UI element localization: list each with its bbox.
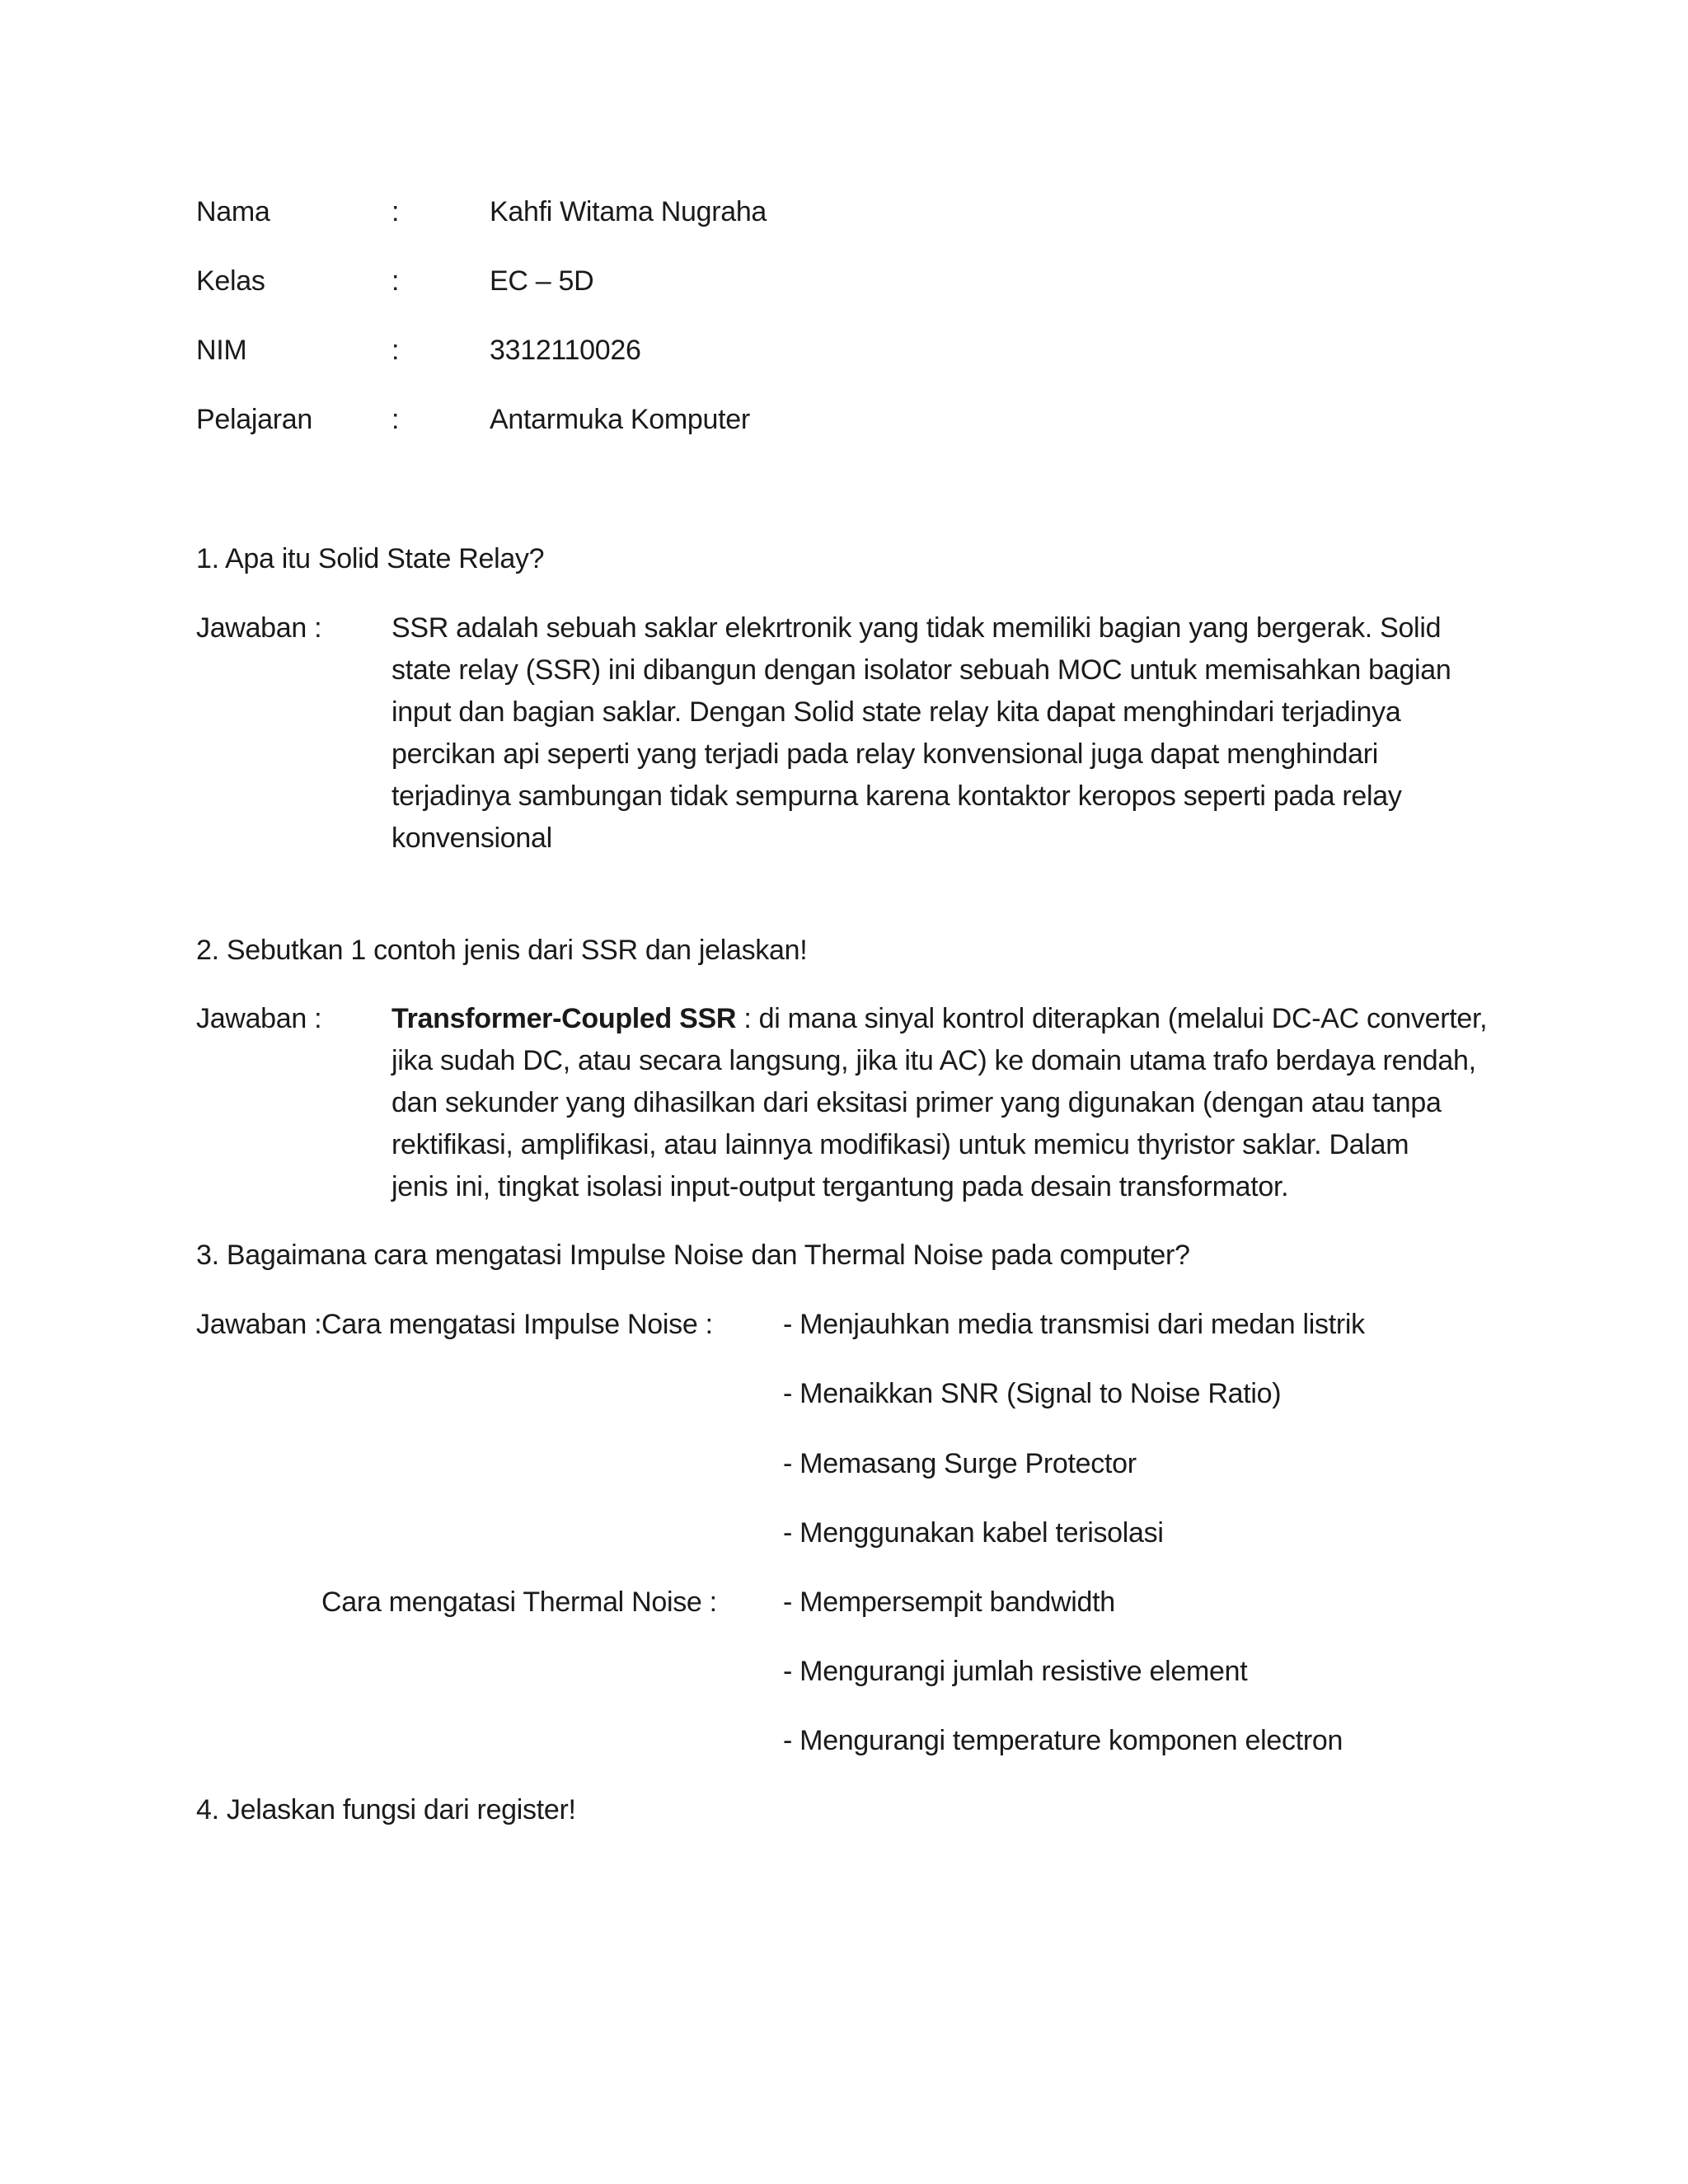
- identity-sep-kelas: :: [392, 265, 400, 297]
- thermal-noise-label: Cara mengatasi Thermal Noise :: [321, 1586, 717, 1618]
- impulse-noise-item: - Menggunakan kabel terisolasi: [783, 1517, 1164, 1549]
- impulse-noise-item: - Memasang Surge Protector: [783, 1448, 1137, 1479]
- question-4-text: 4. Jelaskan fungsi dari register!: [196, 1794, 576, 1825]
- impulse-noise-item: - Menaikkan SNR (Signal to Noise Ratio): [783, 1378, 1282, 1409]
- thermal-noise-item: - Mempersempit bandwidth: [783, 1586, 1115, 1618]
- answer-2-term: Transformer-Coupled SSR: [392, 1003, 737, 1034]
- answer-2-line: jika sudah DC, atau secara langsung, jika itu AC) ke domain utama trafo berdaya rendah,: [392, 1045, 1476, 1076]
- answer-2-line: dan sekunder yang dihasilkan dari eksitasi primer yang digunakan (dengan atau tanpa: [392, 1087, 1442, 1118]
- thermal-noise-item: - Mengurangi temperature komponen electron: [783, 1725, 1343, 1756]
- identity-value-nim: 3312110026: [490, 335, 641, 366]
- identity-sep-nim: :: [392, 335, 400, 366]
- question-1-answer-label: Jawaban :: [196, 612, 322, 644]
- thermal-noise-item: - Mengurangi jumlah resistive element: [783, 1656, 1248, 1687]
- answer-1-line: state relay (SSR) ini dibangun dengan isolator sebuah MOC untuk memisahkan bagian: [392, 654, 1451, 686]
- question-3-text: 3. Bagaimana cara mengatasi Impulse Noise dan Thermal Noise pada computer?: [196, 1240, 1190, 1271]
- identity-value-nama: Kahfi Witama Nugraha: [490, 196, 767, 227]
- identity-value-pelajaran: Antarmuka Komputer: [490, 404, 750, 435]
- question-3-answer-label: Jawaban :: [196, 1309, 322, 1340]
- identity-label-pelajaran: Pelajaran: [196, 404, 312, 435]
- question-2-text: 2. Sebutkan 1 contoh jenis dari SSR dan jelaskan!: [196, 935, 808, 966]
- answer-1-line: percikan api seperti yang terjadi pada relay konvensional juga dapat menghindari: [392, 738, 1379, 770]
- identity-label-nim: NIM: [196, 335, 247, 366]
- impulse-noise-item: - Menjauhkan media transmisi dari medan listrik: [783, 1309, 1365, 1340]
- answer-1-line: input dan bagian saklar. Dengan Solid state relay kita dapat menghindari terjadinya: [392, 696, 1401, 728]
- impulse-noise-label: Cara mengatasi Impulse Noise :: [321, 1309, 713, 1340]
- question-2-answer-label: Jawaban :: [196, 1003, 322, 1034]
- question-1-text: 1. Apa itu Solid State Relay?: [196, 543, 545, 574]
- identity-sep-pelajaran: :: [392, 404, 400, 435]
- answer-2-line: rektifikasi, amplifikasi, atau lainnya modifikasi) untuk memicu thyristor saklar. Dalam: [392, 1129, 1409, 1160]
- identity-label-nama: Nama: [196, 196, 270, 227]
- answer-2-first-line-rest: : di mana sinyal kontrol diterapkan (melalui DC-AC converter,: [736, 1003, 1488, 1034]
- answer-1-line: terjadinya sambungan tidak sempurna karena kontaktor keropos seperti pada relay: [392, 780, 1402, 812]
- answer-2-first-line: [392, 998, 1487, 1040]
- identity-value-kelas: EC – 5D: [490, 265, 594, 297]
- identity-label-kelas: Kelas: [196, 265, 265, 297]
- answer-2-line: jenis ini, tingkat isolasi input-output tergantung pada desain transformator.: [392, 1171, 1289, 1202]
- identity-sep-nama: :: [392, 196, 400, 227]
- answer-1-line: konvensional: [392, 823, 552, 854]
- answer-1-line: SSR adalah sebuah saklar elekrtronik yang tidak memiliki bagian yang bergerak. Solid: [392, 612, 1442, 644]
